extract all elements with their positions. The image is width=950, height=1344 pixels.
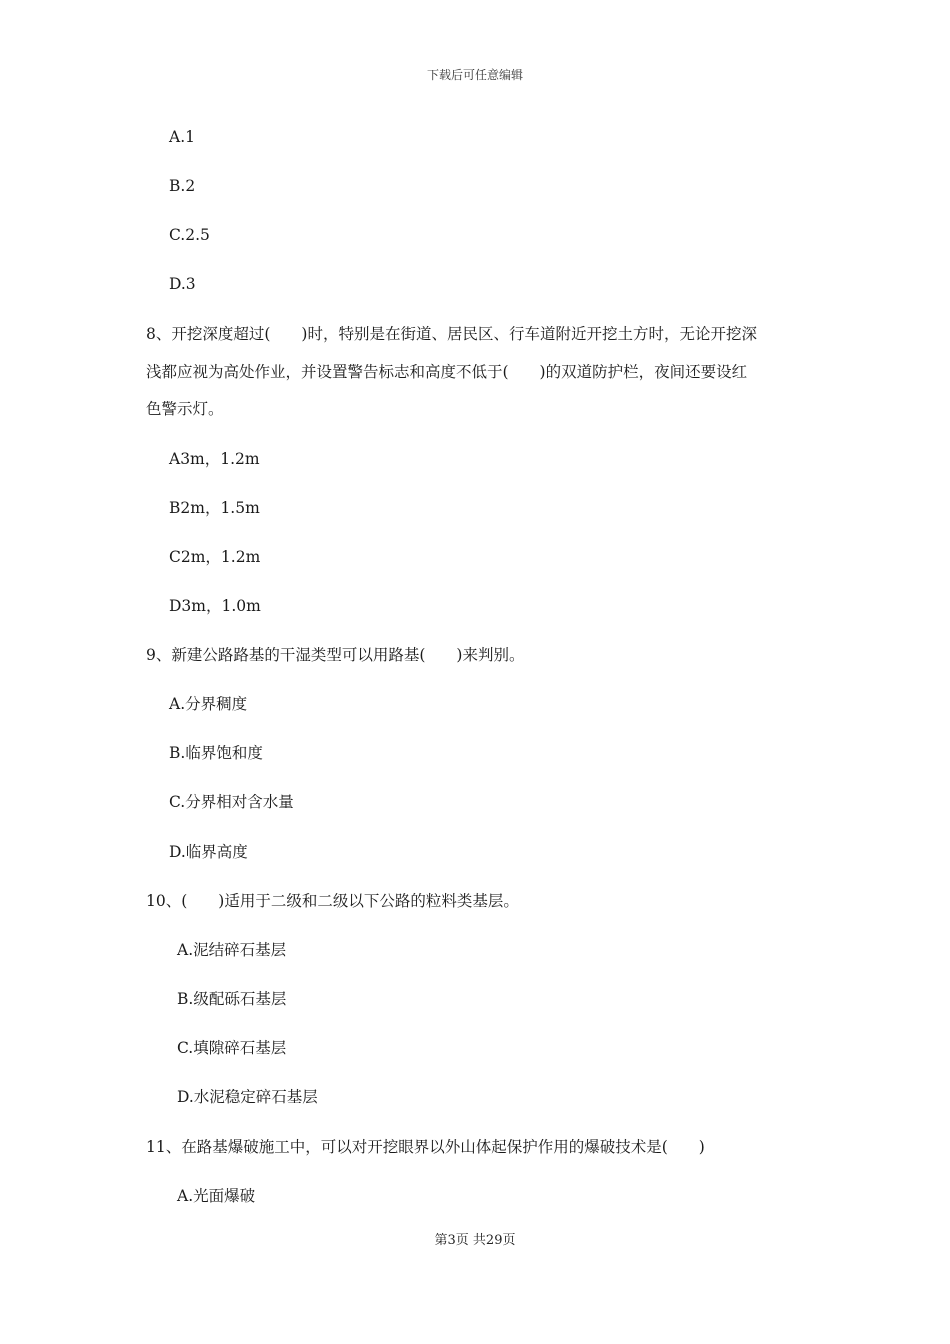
q9-option-d: D.临界高度	[169, 843, 248, 861]
q8-option-a: A3m，1.2m	[169, 450, 260, 468]
q8-option-d: D3m，1.0m	[169, 597, 261, 615]
question-8-line-2: 浅都应视为高处作业，并设置警告标志和高度不低于( )的双道防护栏，夜间还要设红	[146, 363, 748, 381]
question-10: 10、( )适用于二级和二级以下公路的粒料类基层。	[146, 892, 519, 910]
q10-option-c: C.填隙碎石基层	[177, 1039, 287, 1057]
option-c: C.2.5	[169, 226, 210, 244]
question-9: 9、新建公路路基的干湿类型可以用路基( )来判别。	[146, 646, 525, 664]
q9-option-a: A.分界稠度	[169, 695, 248, 713]
q10-option-a: A.泥结碎石基层	[177, 941, 287, 959]
q11-option-a: A.光面爆破	[177, 1187, 256, 1205]
question-8-line-3: 色警示灯。	[146, 400, 224, 418]
question-8-line-1: 8、开挖深度超过( )时，特别是在街道、居民区、行车道附近开挖土方时，无论开挖深	[146, 325, 757, 343]
q8-option-b: B2m，1.5m	[169, 499, 260, 517]
q10-option-d: D.水泥稳定碎石基层	[177, 1088, 318, 1106]
q8-option-c: C2m，1.2m	[169, 548, 261, 566]
page-header: 下载后可任意编辑	[426, 68, 523, 82]
question-11: 11、在路基爆破施工中，可以对开挖眼界以外山体起保护作用的爆破技术是( )	[146, 1138, 705, 1156]
q10-option-b: B.级配砾石基层	[177, 990, 287, 1008]
page-footer: 第3页 共29页	[434, 1233, 516, 1248]
option-a: A.1	[169, 128, 195, 146]
option-b: B.2	[169, 177, 196, 195]
q9-option-b: B.临界饱和度	[169, 744, 263, 762]
q9-option-c: C.分界相对含水量	[169, 793, 294, 811]
option-d: D.3	[169, 275, 196, 293]
